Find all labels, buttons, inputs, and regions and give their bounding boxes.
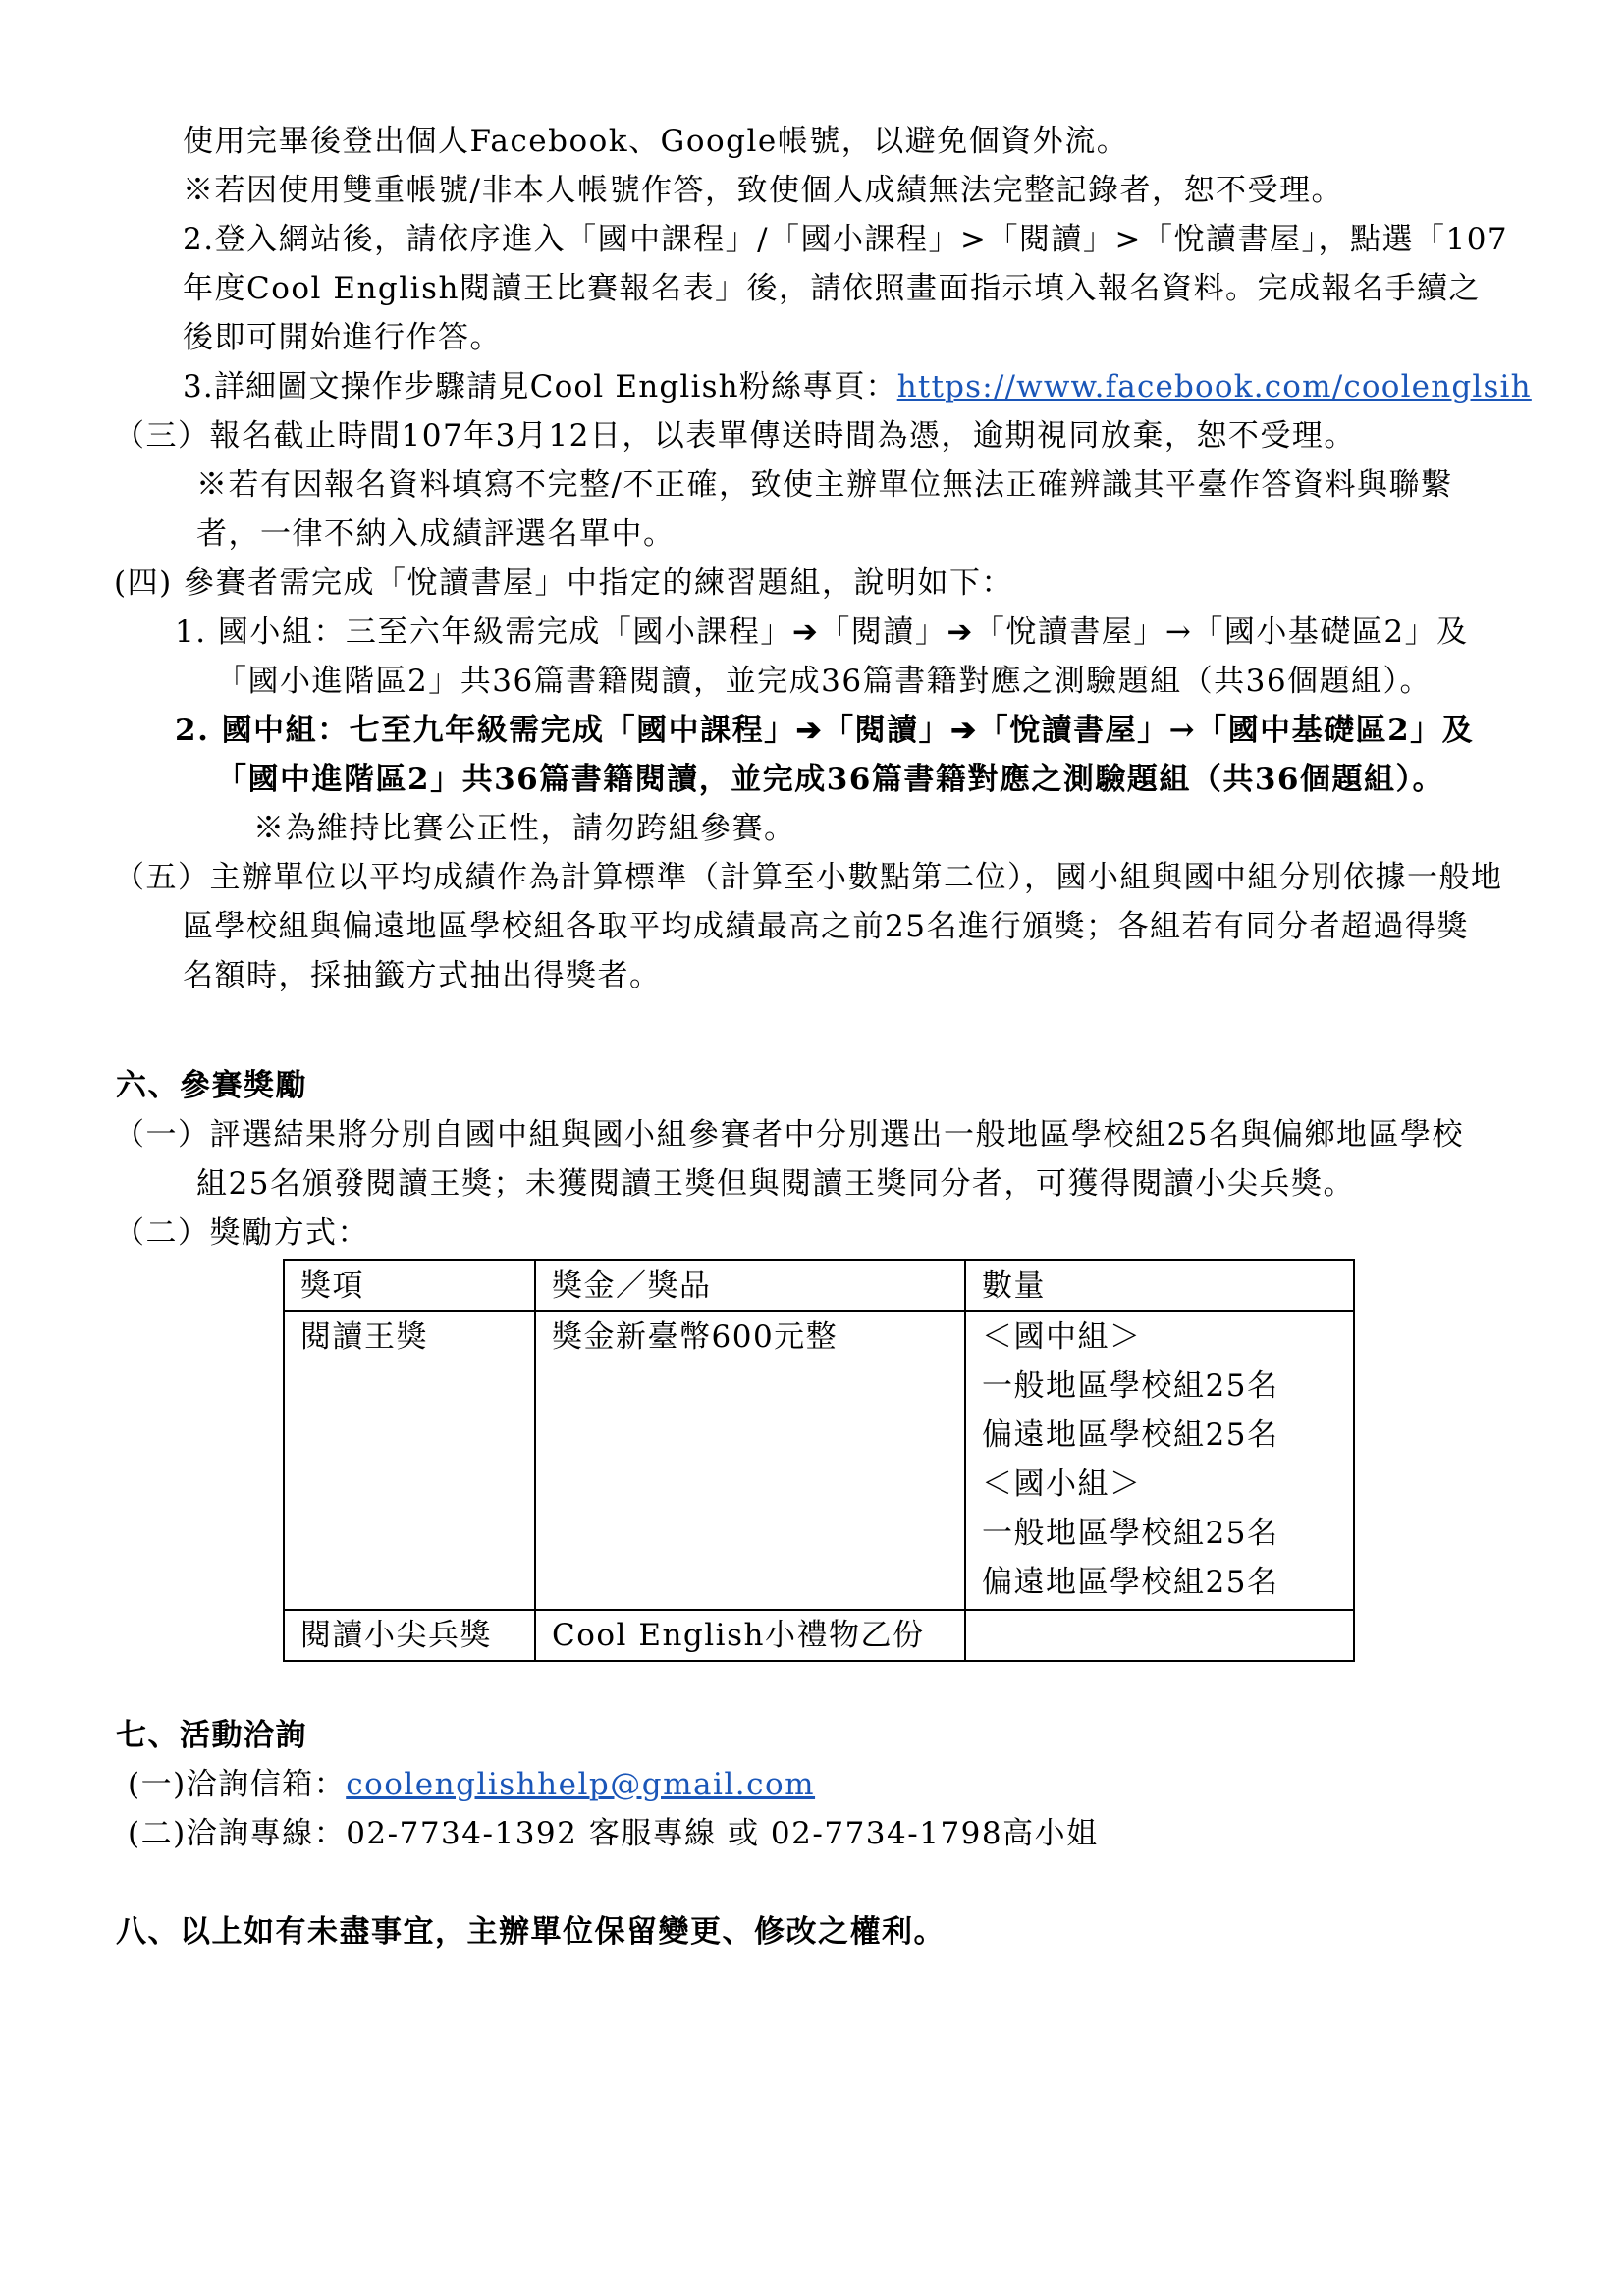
award-quantity	[965, 1610, 1354, 1661]
table-header-row	[284, 1260, 1354, 1311]
step2-line-3: 後即可開始進行作答。	[183, 320, 502, 355]
quantity-line: ＜國中組＞	[982, 1319, 1142, 1355]
logout-notice: 使用完畢後登出個人Facebook、Google帳號，以避免個資外流。	[183, 124, 1129, 159]
quantity-line: 偏遠地區學校組25名	[982, 1417, 1279, 1453]
contact-email-link[interactable]: coolenglishhelp@gmail.com	[346, 1767, 816, 1802]
award-table	[283, 1259, 1355, 1662]
step2-line-2: 年度Cool English閱讀王比賽報名表」後，請依照畫面指示填入報名資料。完成報名手續之	[183, 271, 1481, 306]
section6-item1-line-1: （一）評選結果將分別自國中組與國小組參賽者中分別選出一般地區學校組25名與偏鄉地區學校	[114, 1117, 1464, 1152]
section6-item1-line-2: 組25名頒發閱讀王獎；未獲閱讀王獎但與閱讀王獎同分者，可獲得閱讀小尖兵獎。	[196, 1166, 1355, 1201]
item5-line-1: （五）主辦單位以平均成績作為計算標準（計算至小數點第二位），國小組與國中組分別依據一般地	[114, 860, 1503, 895]
contact-phone-line: (二)洽詢專線：02-7734-1392 客服專線 或 02-7734-1798高小姐	[128, 1816, 1099, 1851]
dual-account-warning: ※若因使用雙重帳號/非本人帳號作答，致使個人成績無法完整記錄者，恕不受理。	[183, 173, 1343, 208]
junior-group-line-1: 2. 國中組：七至九年級需完成「國中課程」➔「閱讀」➔「悅讀書屋」→「國中基礎區2」及	[175, 713, 1475, 748]
award-prize: 獎金新臺幣600元整	[535, 1311, 965, 1610]
section6-item2: （二）獎勵方式：	[114, 1215, 369, 1251]
quantity-line: 一般地區學校組25名	[982, 1368, 1279, 1404]
section8-heading: 八、以上如有未盡事宜，主辦單位保留變更、修改之權利。	[116, 1914, 946, 1949]
quantity-line: 一般地區學校組25名	[982, 1516, 1279, 1551]
item4-intro: (四) 參賽者需完成「悅讀書屋」中指定的練習題組，說明如下：	[114, 565, 1014, 601]
elementary-group-line-1: 1. 國小組：三至六年級需完成「國小課程」➔「閱讀」➔「悅讀書屋」→「國小基礎區2」及	[175, 614, 1469, 650]
award-name: 閱讀王獎	[284, 1311, 535, 1610]
step3-line	[183, 367, 1532, 406]
contact-email-line	[128, 1765, 815, 1804]
quantity-line: 偏遠地區學校組25名	[982, 1565, 1279, 1600]
step3-text: 3.詳細圖文操作步驟請見Cool English粉絲專頁：	[183, 369, 897, 404]
award-name: 閱讀小尖兵獎	[284, 1610, 535, 1661]
contact-email-label: (一)洽詢信箱：	[128, 1767, 347, 1802]
junior-group-line-2: 「國中進階區2」共36篇書籍閱讀，並完成36篇書籍對應之測驗題組（共36個題組）。	[216, 762, 1444, 797]
award-prize: Cool English小禮物乙份	[535, 1610, 965, 1661]
facebook-fanpage-link[interactable]: https://www.facebook.com/coolenglsih	[896, 369, 1532, 404]
elementary-group-line-2: 「國小進階區2」共36篇書籍閱讀，並完成36篇書籍對應之測驗題組（共36個題組）。	[216, 664, 1433, 699]
table-header-quantity: 數量	[965, 1260, 1354, 1311]
item5-line-2: 區學校組與偏遠地區學校組各取平均成績最高之前25名進行頒獎；各組若有同分者超過得獎	[183, 909, 1469, 944]
table-row	[284, 1610, 1354, 1661]
section6-heading: 六、參賽獎勵	[116, 1068, 307, 1103]
section7-heading: 七、活動洽詢	[116, 1718, 307, 1753]
item3-note-line-2: 者，一律不納入成績評選名單中。	[196, 516, 676, 552]
fairness-note: ※為維持比賽公正性，請勿跨組參賽。	[253, 811, 796, 846]
item3-note-line-1: ※若有因報名資料填寫不完整/不正確，致使主辦單位無法正確辨識其平臺作答資料與聯繫	[196, 467, 1453, 503]
quantity-line: ＜國小組＞	[982, 1467, 1142, 1502]
step2-line-1: 2.登入網站後，請依序進入「國中課程」/「國小課程」>「閱讀」>「悅讀書屋」，點選「107	[183, 222, 1509, 257]
award-quantity	[965, 1311, 1354, 1610]
item5-line-3: 名額時，採抽籤方式抽出得獎者。	[183, 958, 662, 993]
table-header-award: 獎項	[284, 1260, 535, 1311]
table-row	[284, 1311, 1354, 1610]
item3-deadline: （三）報名截止時間107年3月12日，以表單傳送時間為憑，逾期視同放棄，恕不受理。	[114, 418, 1356, 454]
table-header-prize: 獎金／獎品	[535, 1260, 965, 1311]
